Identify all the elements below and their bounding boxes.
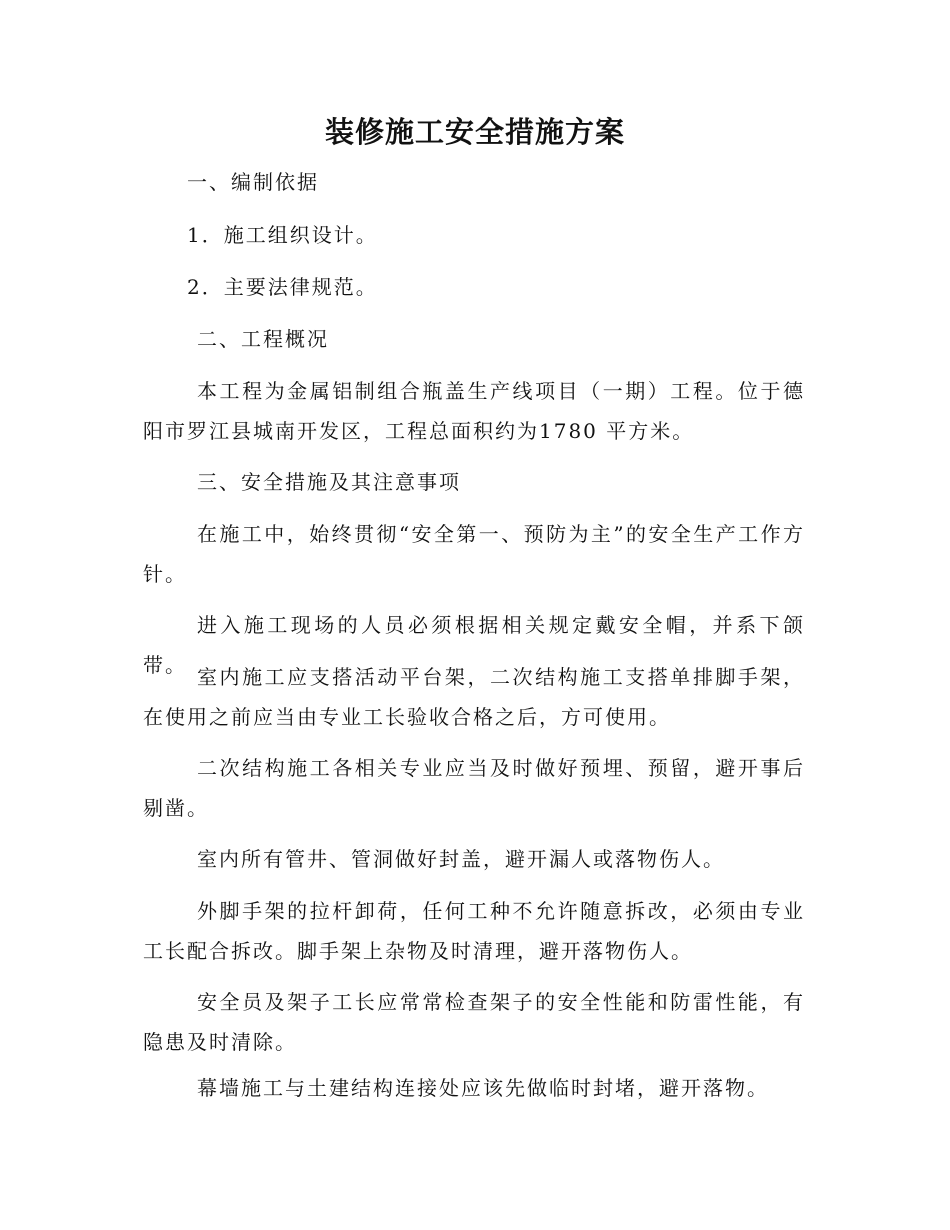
paragraph-scaffold-inspection: 安全员及架子工长应常常检查架子的安全性能和防雷性能，有隐患及时清除。 xyxy=(143,990,805,1054)
list-item-construction-design: 1．施工组织设计。 xyxy=(187,223,378,247)
paragraph-safety-policy: 在施工中，始终贯彻“安全第一、预防为主”的安全生产工作方针。 xyxy=(143,522,805,586)
heading-compilation-basis: 一、编制依据 xyxy=(187,170,319,194)
list-item-laws-regulations: 2．主要法律规范。 xyxy=(187,275,378,299)
paragraph-external-scaffold: 外脚手架的拉杆卸荷，任何工种不允许随意拆改，必须由专业工长配合拆改。脚手架上杂物及时清理，避开落物伤人。 xyxy=(143,899,805,963)
paragraph-shaft-covers: 室内所有管井、管洞做好封盖，避开漏人或落物伤人。 xyxy=(197,847,725,871)
paragraph-embedding-reserve: 二次结构施工各相关专业应当及时做好预埋、预留，避开事后剔凿。 xyxy=(143,756,805,820)
heading-safety-measures: 三、安全措施及其注意事项 xyxy=(197,470,461,494)
paragraph-scaffold-platform: 室内施工应支搭活动平台架，二次结构施工支搭单排脚手架，在使用之前应当由专业工长验收合格之后，方可使用。 xyxy=(143,665,805,729)
paragraph-curtain-wall: 幕墙施工与土建结构连接处应该先做临时封堵，避开落物。 xyxy=(197,1076,769,1100)
document-title: 装修施工安全措施方案 xyxy=(324,115,625,149)
heading-project-overview: 二、工程概况 xyxy=(197,327,329,351)
paragraph-project-overview: 本工程为金属铝制组合瓶盖生产线项目（一期）工程。位于德阳市罗江县城南开发区，工程总面积约为1780 平方米。 xyxy=(143,379,805,443)
paragraph-safety-helmet: 进入施工现场的人员必须根据相关规定戴安全帽，并系下颌带。 xyxy=(143,613,805,677)
